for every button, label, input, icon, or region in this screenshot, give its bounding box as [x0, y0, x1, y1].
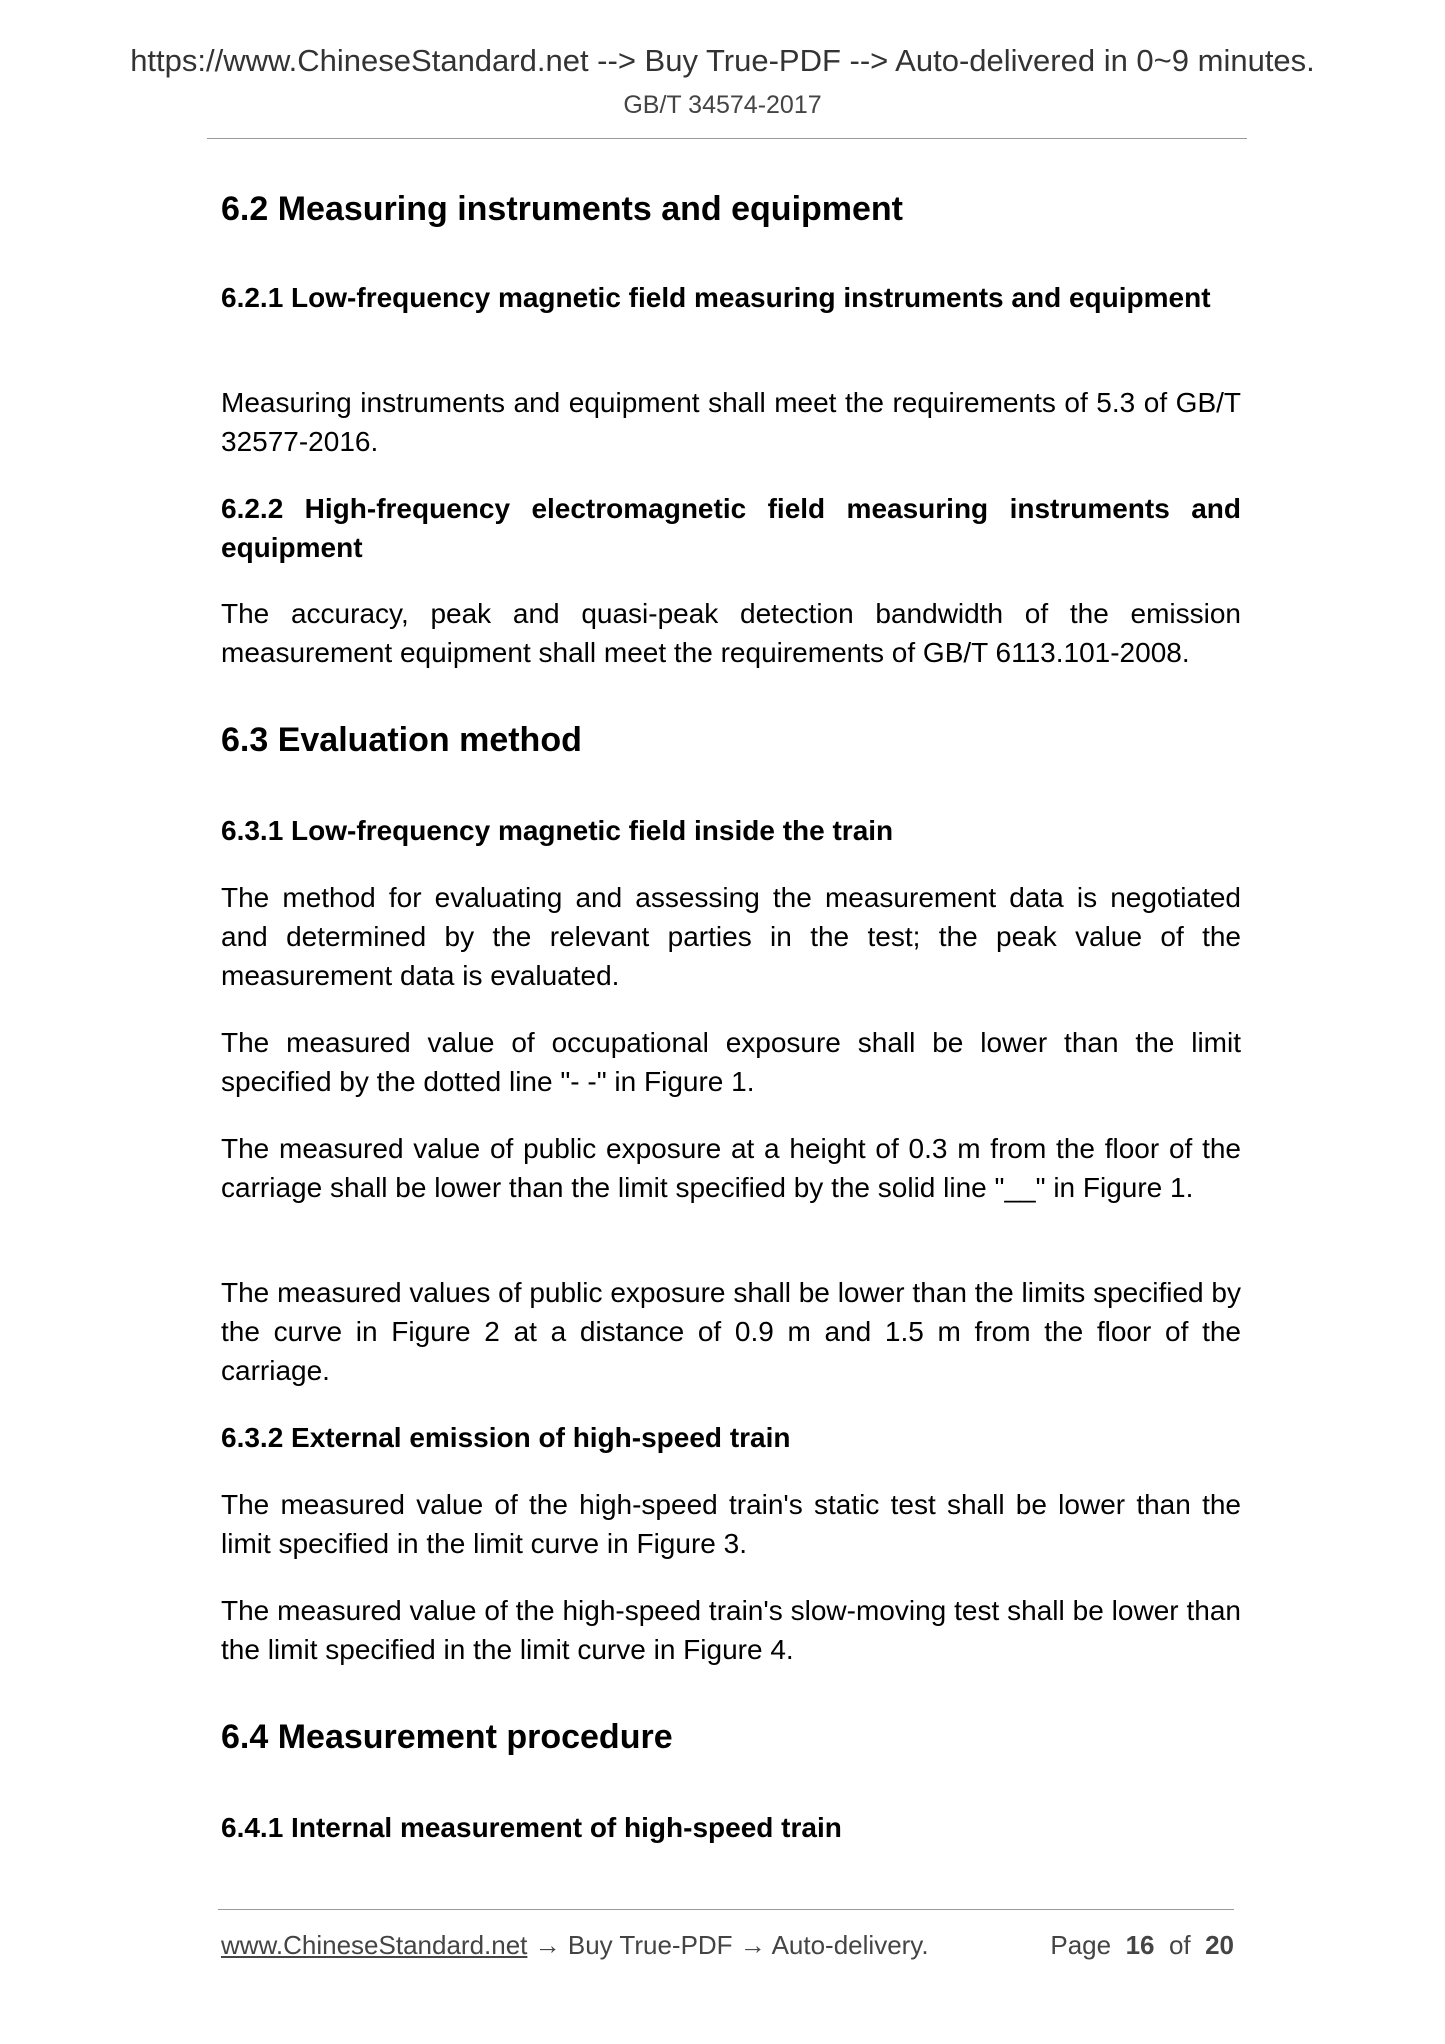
footer-site-link[interactable]: www.ChineseStandard.net — [221, 1930, 528, 1960]
paragraph-6-2-2: The accuracy, peak and quasi-peak detection bandwidth of the emission measurement equipment shall meet the requirements of GB/T 6113.101-2008. — [221, 598, 1241, 668]
paragraph-6-3-1-d: The measured values of public exposure shall be lower than the limits specified by the curve in Figure 2 at a distance of 0.9 m and 1.5 m from the floor of the carriage. — [221, 1277, 1241, 1386]
paragraph-6-3-2-a: The measured value of the high-speed train's static test shall be lower than the limit specified in the limit curve in Figure 3. — [221, 1489, 1241, 1559]
heading-6-4: 6.4 Measurement procedure — [221, 1718, 673, 1756]
heading-6-3-2: 6.3.2 External emission of high-speed train — [221, 1422, 791, 1453]
heading-6-2: 6.2 Measuring instruments and equipment — [221, 190, 904, 228]
heading-6-3-1: 6.3.1 Low-frequency magnetic field inside the train — [221, 815, 894, 846]
footer-tagline: → Buy True-PDF → Auto-delivery. — [527, 1930, 929, 1960]
paragraph-6-3-1-c: The measured value of public exposure at a height of 0.3 m from the floor of the carriage shall be lower than the limit specified by the solid line "__" in Figure 1. — [221, 1133, 1241, 1203]
page-of-label: of — [1168, 1930, 1191, 1960]
page-current: 16 — [1125, 1930, 1155, 1960]
heading-6-4-1: 6.4.1 Internal measurement of high-speed train — [221, 1812, 842, 1843]
page-indicator — [1050, 1928, 1234, 1962]
paragraph-6-2-1: Measuring instruments and equipment shall meet the requirements of 5.3 of GB/T 32577-2016. — [221, 387, 1241, 457]
page-label: Page — [1050, 1930, 1112, 1960]
paragraph-6-3-1-a: The method for evaluating and assessing the measurement data is negotiated and determined by the relevant parties in the test; the peak value of the measurement data is evaluated. — [221, 882, 1241, 991]
footer-divider — [218, 1909, 1234, 1910]
paragraph-6-3-2-b: The measured value of the high-speed train's slow-moving test shall be lower than the limit specified in the limit curve in Figure 4. — [221, 1595, 1241, 1665]
header-banner: https://www.ChineseStandard.net --> Buy True-PDF --> Auto-delivered in 0~9 minutes. — [130, 43, 1315, 78]
header-divider — [207, 138, 1247, 139]
heading-6-2-1 — [221, 278, 1241, 317]
page-footer — [221, 1928, 1234, 1962]
heading-6-3: 6.3 Evaluation method — [221, 721, 582, 759]
heading-6-2-1-text: 6.2.1 Low-frequency magnetic field measuring instruments and equipment — [221, 282, 1211, 313]
page-total: 20 — [1205, 1930, 1234, 1960]
document-code: GB/T 34574-2017 — [623, 91, 822, 119]
heading-6-2-2 — [221, 489, 1241, 567]
heading-6-2-2-text: 6.2.2 High-frequency electromagnetic field measuring instruments and equipment — [221, 493, 1241, 563]
paragraph-6-3-1-b: The measured value of occupational exposure shall be lower than the limit specified by the dotted line "- -" in Figure 1. — [221, 1027, 1241, 1097]
